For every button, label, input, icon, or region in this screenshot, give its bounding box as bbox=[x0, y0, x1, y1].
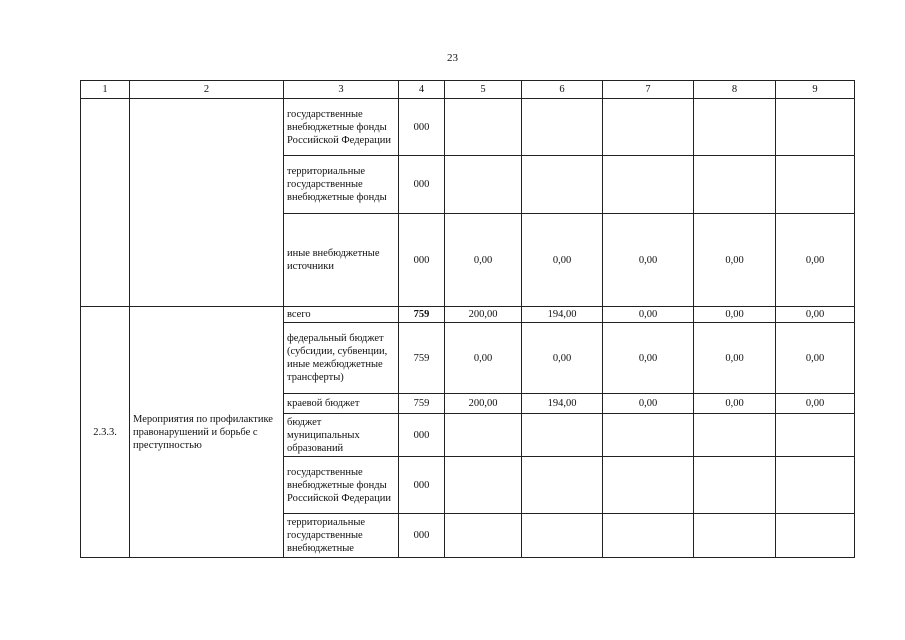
budget-code: 000 bbox=[399, 156, 445, 214]
table-row bbox=[81, 307, 855, 323]
funding-source: федеральный бюджет (субсидии, субвенции, иные межбюджетные трансферты) bbox=[284, 323, 399, 394]
funding-source: бюджет муниципальных образований bbox=[284, 414, 399, 457]
value-cell bbox=[522, 156, 603, 214]
value-cell bbox=[603, 414, 694, 457]
activity-name: Мероприятия по профилактике правонарушений и борьбе с преступностью bbox=[130, 307, 284, 558]
budget-code: 000 bbox=[399, 514, 445, 558]
budget-code: 759 bbox=[399, 323, 445, 394]
table-row bbox=[81, 99, 855, 156]
funding-source: краевой бюджет bbox=[284, 394, 399, 414]
budget-code: 000 bbox=[399, 414, 445, 457]
value-cell bbox=[694, 99, 776, 156]
value-cell: 0,00 bbox=[522, 323, 603, 394]
value-cell bbox=[776, 99, 855, 156]
value-cell: 0,00 bbox=[603, 214, 694, 307]
page-number: 23 bbox=[447, 52, 458, 64]
value-cell bbox=[776, 514, 855, 558]
value-cell bbox=[445, 156, 522, 214]
funding-source: иные внебюджетные источники bbox=[284, 214, 399, 307]
column-header: 2 bbox=[130, 81, 284, 99]
row-id-cell-empty bbox=[81, 99, 130, 307]
value-cell bbox=[445, 414, 522, 457]
value-cell: 194,00 bbox=[522, 307, 603, 323]
column-header: 7 bbox=[603, 81, 694, 99]
value-cell: 0,00 bbox=[776, 307, 855, 323]
column-header: 3 bbox=[284, 81, 399, 99]
value-cell: 0,00 bbox=[445, 323, 522, 394]
header-row bbox=[81, 81, 855, 99]
value-cell: 0,00 bbox=[694, 323, 776, 394]
value-cell: 0,00 bbox=[776, 214, 855, 307]
value-cell: 0,00 bbox=[776, 323, 855, 394]
column-header: 5 bbox=[445, 81, 522, 99]
value-cell bbox=[603, 514, 694, 558]
budget-code: 759 bbox=[399, 307, 445, 323]
value-cell: 200,00 bbox=[445, 307, 522, 323]
value-cell: 0,00 bbox=[694, 214, 776, 307]
budget-code: 000 bbox=[399, 457, 445, 514]
column-header: 9 bbox=[776, 81, 855, 99]
value-cell bbox=[694, 457, 776, 514]
value-cell: 200,00 bbox=[445, 394, 522, 414]
value-cell: 0,00 bbox=[603, 323, 694, 394]
column-header: 8 bbox=[694, 81, 776, 99]
value-cell bbox=[522, 457, 603, 514]
value-cell bbox=[694, 414, 776, 457]
value-cell: 0,00 bbox=[694, 307, 776, 323]
value-cell bbox=[603, 457, 694, 514]
value-cell bbox=[603, 156, 694, 214]
value-cell bbox=[445, 457, 522, 514]
column-header: 4 bbox=[399, 81, 445, 99]
value-cell bbox=[776, 457, 855, 514]
value-cell: 194,00 bbox=[522, 394, 603, 414]
value-cell: 0,00 bbox=[603, 394, 694, 414]
row-id: 2.3.3. bbox=[81, 307, 130, 558]
value-cell bbox=[694, 514, 776, 558]
value-cell bbox=[776, 414, 855, 457]
value-cell bbox=[776, 156, 855, 214]
value-cell: 0,00 bbox=[445, 214, 522, 307]
funding-source: территориальные государственные внебюджетные bbox=[284, 514, 399, 558]
funding-source: всего bbox=[284, 307, 399, 323]
budget-code: 000 bbox=[399, 99, 445, 156]
budget-table bbox=[80, 80, 855, 558]
budget-code: 759 bbox=[399, 394, 445, 414]
budget-code: 000 bbox=[399, 214, 445, 307]
value-cell bbox=[522, 414, 603, 457]
value-cell: 0,00 bbox=[776, 394, 855, 414]
funding-source: государственные внебюджетные фонды Российской Федерации bbox=[284, 457, 399, 514]
funding-source: территориальные государственные внебюджетные фонды bbox=[284, 156, 399, 214]
value-cell bbox=[522, 514, 603, 558]
value-cell bbox=[603, 99, 694, 156]
value-cell bbox=[445, 514, 522, 558]
value-cell bbox=[694, 156, 776, 214]
column-header: 1 bbox=[81, 81, 130, 99]
column-header: 6 bbox=[522, 81, 603, 99]
value-cell: 0,00 bbox=[694, 394, 776, 414]
value-cell: 0,00 bbox=[603, 307, 694, 323]
value-cell bbox=[522, 99, 603, 156]
funding-source: государственные внебюджетные фонды Российской Федерации bbox=[284, 99, 399, 156]
value-cell bbox=[445, 99, 522, 156]
value-cell: 0,00 bbox=[522, 214, 603, 307]
activity-cell-empty bbox=[130, 99, 284, 307]
